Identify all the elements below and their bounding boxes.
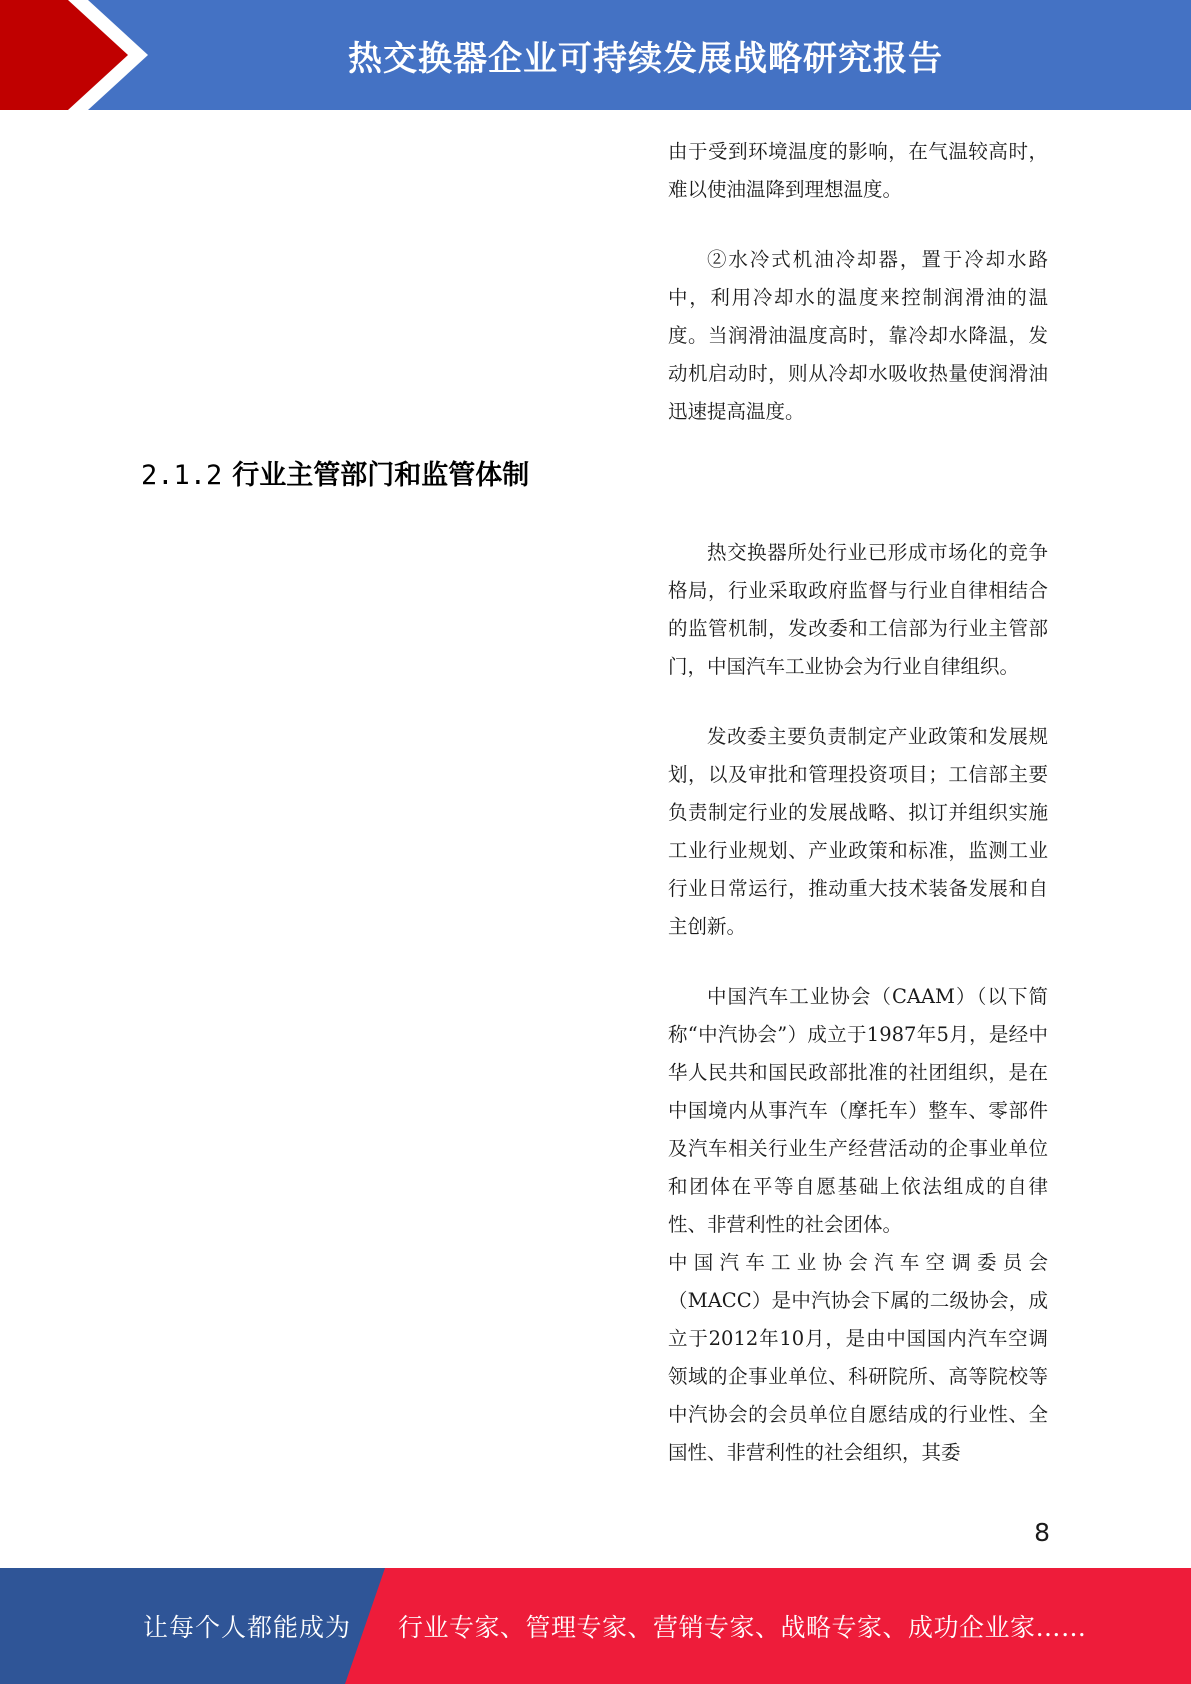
paragraph-oil-temp: 由于受到环境温度的影响，在气温较高时，难以使油温降到理想温度。 [668,140,1048,201]
chevron-right-icon [0,0,160,110]
footer-slogan-left: 让每个人都能成为 [143,1613,352,1642]
continued-text-column [668,133,1048,431]
section-title: 行业主管部门和监管体制 [232,460,530,491]
page-number: 8 [1034,1518,1050,1547]
main-text-column [668,534,1048,1472]
footer-slogan-right: 行业专家、管理专家、营销专家、战略专家、成功企业家…… [398,1613,1087,1642]
section-number: 2.1.2 [141,460,223,491]
section-heading [141,456,529,496]
page-footer [0,1568,1191,1684]
paragraph-macc: 中国汽车工业协会汽车空调委员会（MACC）是中汽协会下属的二级协会，成立于2012年10月，是由中国国内汽车空调领域的企事业单位、科研院所、高等院校等中汽协会的会员单位自愿结成的行业性、全国性、非营利性的社会组织，其委 [668,1251,1048,1464]
page-header [0,0,1191,110]
paragraph-caam: 中国汽车工业协会（CAAM）（以下简称“中汽协会”）成立于1987年5月，是经中华人民共和国民政部批准的社团组织，是在中国境内从事汽车（摩托车）整车、零部件及汽车相关行业生产经营活动的企事业单位和团体在平等自愿基础上依法组成的自律性、非营利性的社会团体。 [668,985,1048,1236]
paragraph-competition: 热交换器所处行业已形成市场化的竞争格局，行业采取政府监督与行业自律相结合的监管机制，发改委和工信部为行业主管部门，中国汽车工业协会为行业自律组织。 [668,541,1048,678]
report-title: 热交换器企业可持续发展战略研究报告 [348,38,943,79]
paragraph-ndrc-miit: 发改委主要负责制定产业政策和发展规划，以及审批和管理投资项目；工信部主要负责制定行业的发展战略、拟订并组织实施工业行业规划、产业政策和标准，监测工业行业日常运行，推动重大技术装备发展和自主创新。 [668,725,1048,938]
paragraph-water-cooler: ②水冷式机油冷却器，置于冷却水路中，利用冷却水的温度来控制润滑油的温度。当润滑油温度高时，靠冷却水降温，发动机启动时，则从冷却水吸收热量使润滑油迅速提高温度。 [668,248,1048,423]
